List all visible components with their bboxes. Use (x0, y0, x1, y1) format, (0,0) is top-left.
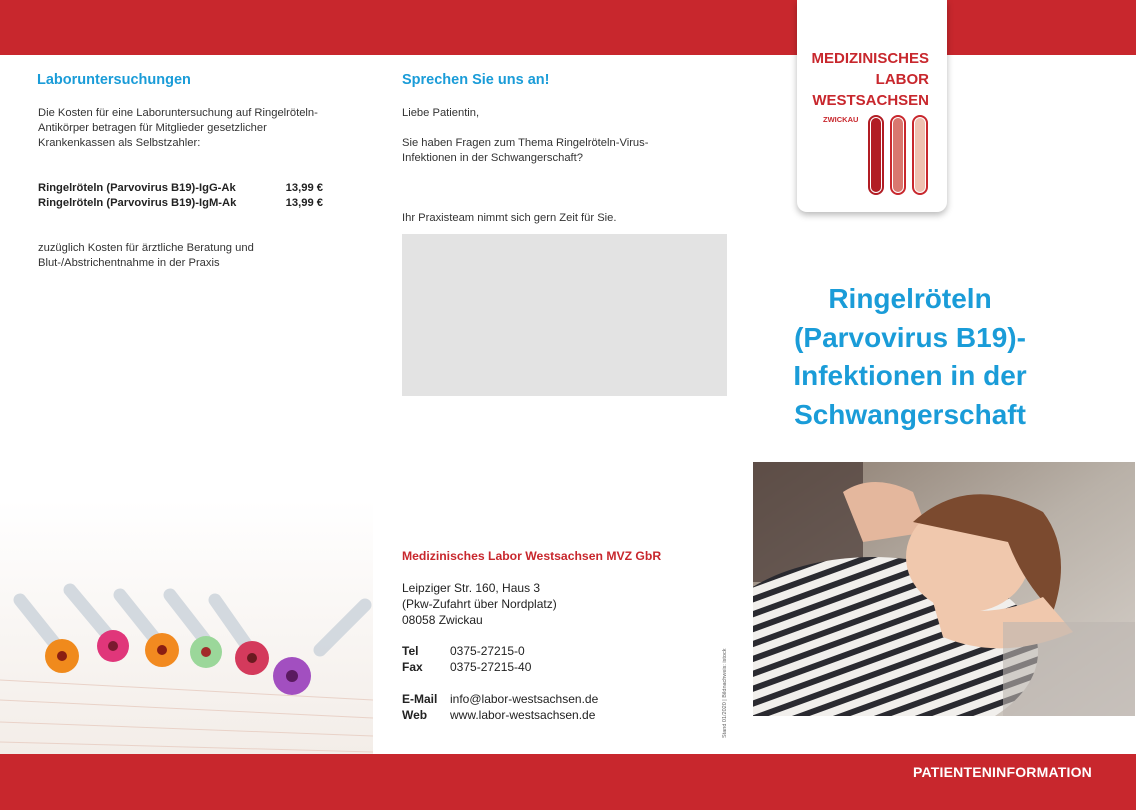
website-link[interactable]: www.labor-westsachsen.de (450, 708, 596, 722)
mail-label: E-Mail (402, 692, 438, 706)
cost-intro-text: Die Kosten für eine Laboruntersuchung auf Ringelröteln-Antikörper betragen für Mitglieder gesetzlicher Krankenkassen als Selbstzahler: (38, 107, 318, 149)
section-heading-lab-tests: Laboruntersuchungen (37, 72, 191, 88)
address-line: 08058 Zwickau (402, 613, 483, 627)
tel-number[interactable]: 0375-27215-0 (450, 644, 525, 658)
question-text: Sie haben Fragen zum Thema Ringelröteln-Virus-Infektionen in der Schwangerschaft? (402, 137, 649, 164)
pregnant-mother-child-photo (753, 462, 1135, 716)
price-row (38, 181, 323, 196)
top-banner (0, 0, 1136, 55)
title-line: (Parvovirus B19)- (794, 321, 1026, 353)
test-tubes-logo-icon (867, 114, 929, 196)
section-heading-contact: Sprechen Sie uns an! (402, 72, 550, 88)
price-value: 13,99 € (285, 197, 323, 209)
practice-stamp-box (402, 234, 727, 396)
price-label: Ringelröteln (Parvovirus B19)-IgM-Ak (38, 197, 237, 209)
logo-card (797, 0, 947, 212)
online-block (402, 691, 598, 723)
price-label: Ringelröteln (Parvovirus B19)-IgG-Ak (38, 182, 236, 194)
email-link[interactable]: info@labor-westsachsen.de (450, 692, 599, 706)
logo-text-line: WESTSACHSEN (812, 92, 929, 109)
footer-label: PATIENTENINFORMATION (913, 764, 1092, 780)
greeting-text: Liebe Patientin, (402, 107, 480, 119)
fax-label: Fax (402, 660, 423, 674)
title-line: Infektionen in der (793, 360, 1027, 391)
logo-text-line: LABOR (875, 71, 929, 88)
price-value: 13,99 € (285, 182, 323, 194)
image-credit: Stand 01/2020 | Bildnachweis: istock (722, 648, 728, 738)
phone-block (402, 643, 531, 675)
tel-label: Tel (402, 644, 419, 658)
company-name: Medizinisches Labor Westsachsen MVZ GbR (402, 549, 662, 563)
title-line: Schwangerschaft (794, 398, 1026, 430)
logo-text-line: MEDIZINISCHES (811, 50, 929, 67)
price-table (38, 181, 323, 211)
fax-number: 0375-27215-40 (450, 660, 532, 674)
address-block (402, 580, 557, 628)
address-line: (Pkw-Zufahrt über Nordplatz) (402, 597, 557, 611)
brochure-title (760, 280, 1060, 434)
team-text: Ihr Praxisteam nimmt sich gern Zeit für Sie. (402, 212, 617, 224)
web-label: Web (402, 708, 428, 722)
blood-tubes-photo (0, 500, 373, 754)
title-line: Ringelröteln (828, 283, 992, 314)
additional-costs-text: zuzüglich Kosten für ärztliche Beratung und Blut-/Abstrichentnahme in der Praxis (38, 242, 254, 269)
price-row (38, 196, 323, 211)
address-line: Leipziger Str. 160, Haus 3 (402, 581, 541, 595)
bottom-banner (0, 754, 1136, 810)
logo-city: ZWICKAU (823, 115, 859, 124)
